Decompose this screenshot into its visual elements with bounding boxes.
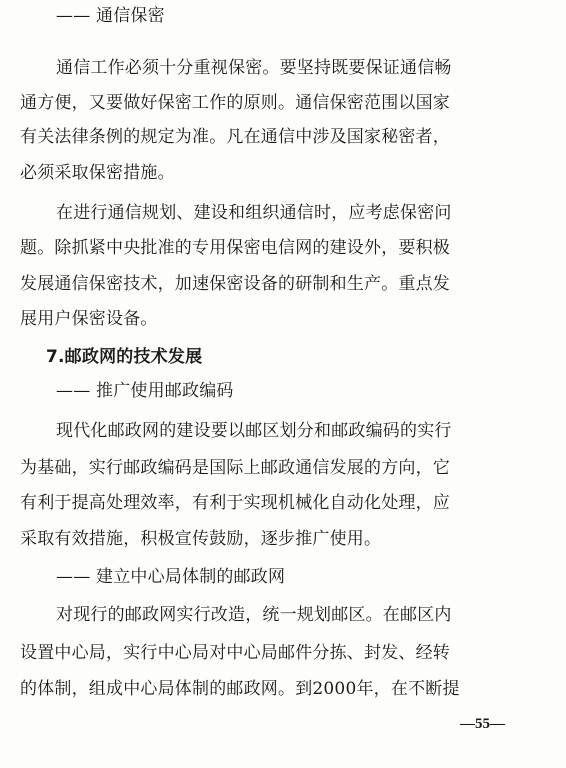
paragraph-line: 必须采取保密措施。 xyxy=(20,163,175,183)
paragraph-line: 现代化邮政网的建设要以邮区划分和邮政编码的实行 xyxy=(56,421,452,441)
subheading-postal-code: —— 推广使用邮政编码 xyxy=(56,381,234,401)
paragraph-line: 采取有效措施，积极宣传鼓励，逐步推广使用。 xyxy=(20,529,382,549)
page-number: —55— xyxy=(460,716,505,732)
section-heading-postal-network: 7.邮政网的技术发展 xyxy=(46,347,203,367)
paragraph-line: 有利于提高处理效率，有利于实现机械化自动化处理，应 xyxy=(20,493,450,513)
paragraph-line: 通方便，又要做好保密工作的原则。通信保密范围以国家 xyxy=(20,93,450,113)
subheading-communication-secrecy: —— 通信保密 xyxy=(56,6,165,26)
paragraph-line: 的体制，组成中心局体制的邮政网。到2000年，在不断提 xyxy=(20,679,460,699)
paragraph-line: 有关法律条例的规定为准。凡在通信中涉及国家秘密者， xyxy=(20,127,450,147)
subheading-central-office: —— 建立中心局体制的邮政网 xyxy=(56,567,286,587)
paragraph-line: 通信工作必须十分重视保密。要坚持既要保证通信畅 xyxy=(56,58,452,78)
paragraph-line: 设置中心局，实行中心局对中心局邮件分拣、封发、经转 xyxy=(20,643,450,663)
paragraph-line: 展用户保密设备。 xyxy=(20,309,158,329)
paragraph-line: 为基础，实行邮政编码是国际上邮政通信发展的方向，它 xyxy=(20,458,450,478)
paragraph-line: 在进行通信规划、建设和组织通信时，应考虑保密问 xyxy=(56,203,452,223)
paragraph-line: 题。除抓紧中央批准的专用保密电信网的建设外，要积极 xyxy=(20,238,450,258)
paragraph-line: 发展通信保密技术，加速保密设备的研制和生产。重点发 xyxy=(20,274,450,294)
paragraph-line: 对现行的邮政网实行改造，统一规划邮区。在邮区内 xyxy=(56,605,452,625)
